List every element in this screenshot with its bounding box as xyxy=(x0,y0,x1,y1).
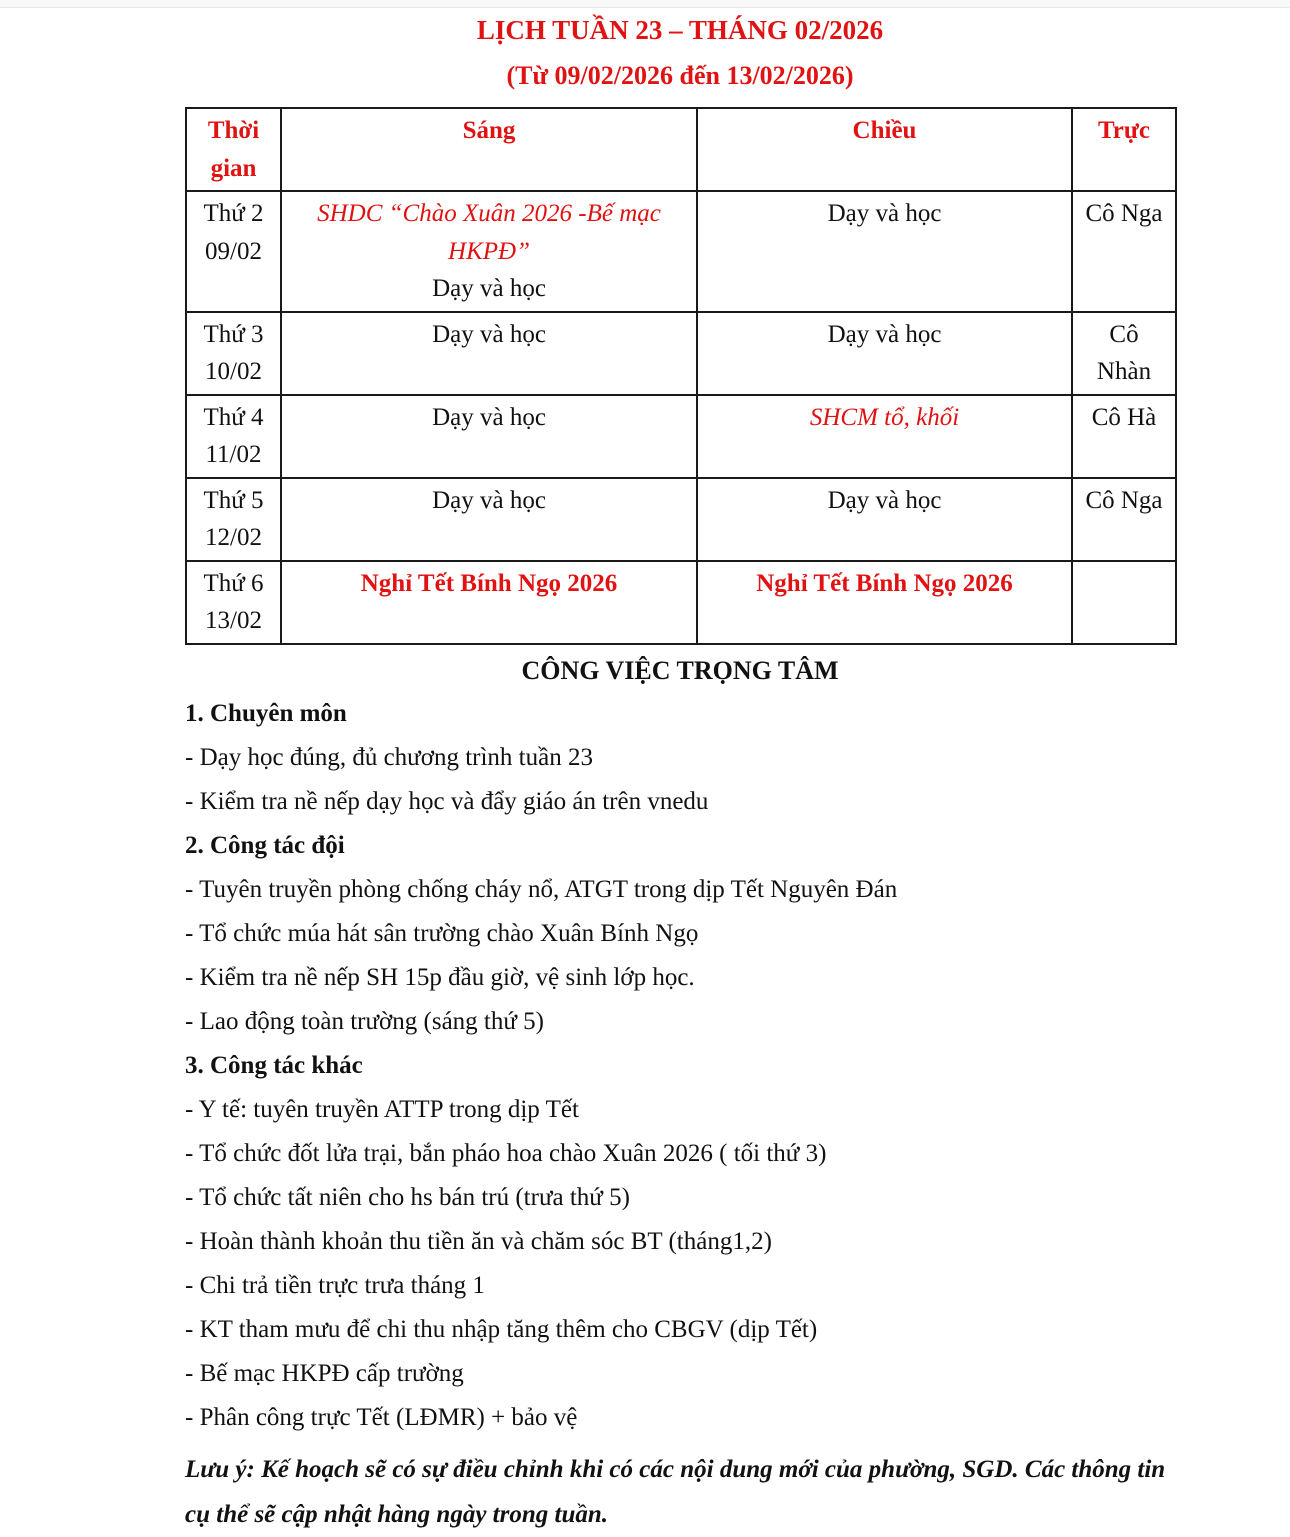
task-item: - Tổ chức tất niên cho hs bán trú (trưa thứ 5) xyxy=(185,1183,630,1211)
task-item: - Kiểm tra nề nếp SH 15p đầu giờ, vệ sinh lớp học. xyxy=(185,963,695,991)
duty-cell: Cô Hà xyxy=(1072,395,1176,478)
column-header-afternoon: Chiều xyxy=(697,108,1072,191)
morning-activity: Dạy và học xyxy=(432,275,546,302)
table-header-row xyxy=(186,108,1176,191)
day-label: Thứ 2 xyxy=(203,200,264,227)
day-label: Thứ 3 xyxy=(203,320,264,348)
morning-event: SHDC “Chào Xuân 2026 -Bế mạc HKPĐ” xyxy=(317,200,661,265)
morning-cell: Dạy và học xyxy=(281,478,697,561)
duty-cell: Cô Nga xyxy=(1072,478,1176,561)
section-title-youth-union: 2. Công tác đội xyxy=(185,831,345,859)
section-title-other: 3. Công tác khác xyxy=(185,1051,363,1079)
page-top-edge xyxy=(0,0,1290,8)
table-row-monday xyxy=(186,191,1176,312)
day-label: Thứ 6 xyxy=(203,569,264,597)
task-item: - Dạy học đúng, đủ chương trình tuần 23 xyxy=(185,743,593,771)
task-item: - KT tham mưu để chi thu nhập tăng thêm cho CBGV (dịp Tết) xyxy=(185,1315,818,1343)
day-cell xyxy=(186,478,281,561)
date-label: 10/02 xyxy=(205,358,262,385)
day-label: Thứ 4 xyxy=(203,403,264,431)
page-title: LỊCH TUẦN 23 – THÁNG 02/2026 xyxy=(476,15,884,45)
table-row-tuesday xyxy=(186,312,1176,395)
column-header-time: Thời gian xyxy=(186,108,281,191)
duty-cell xyxy=(1072,561,1176,644)
task-item: - Hoàn thành khoản thu tiền ăn và chăm sóc BT (tháng1,2) xyxy=(185,1227,772,1255)
afternoon-cell: Dạy và học xyxy=(697,191,1072,312)
day-label: Thứ 5 xyxy=(203,486,264,514)
table-row-wednesday xyxy=(186,395,1176,478)
page-subtitle: (Từ 09/02/2026 đến 13/02/2026) xyxy=(506,61,854,90)
task-item: - Lao động toàn trường (sáng thứ 5) xyxy=(185,1007,544,1035)
day-cell xyxy=(186,561,281,644)
holiday-cell-afternoon: Nghỉ Tết Bính Ngọ 2026 xyxy=(697,561,1072,644)
task-item: - Y tế: tuyên truyền ATTP trong dịp Tết xyxy=(185,1095,579,1123)
task-item: - Kiểm tra nề nếp dạy học và đẩy giáo án trên vnedu xyxy=(185,787,709,815)
date-label: 13/02 xyxy=(205,607,262,634)
day-cell xyxy=(186,312,281,395)
task-item: - Tuyên truyền phòng chống cháy nổ, ATGT trong dịp Tết Nguyên Đán xyxy=(185,875,898,903)
table-row-friday xyxy=(186,561,1176,644)
afternoon-cell: Dạy và học xyxy=(697,312,1072,395)
column-header-duty: Trực xyxy=(1072,108,1176,191)
table-row-thursday xyxy=(186,478,1176,561)
morning-cell xyxy=(281,191,697,312)
document-page xyxy=(185,15,1175,1537)
date-label: 11/02 xyxy=(205,441,262,468)
duty-cell: Cô Nga xyxy=(1072,191,1176,312)
afternoon-cell: Dạy và học xyxy=(697,478,1072,561)
day-cell xyxy=(186,191,281,312)
task-item: - Chi trả tiền trực trưa tháng 1 xyxy=(185,1271,485,1299)
day-cell xyxy=(186,395,281,478)
column-header-morning: Sáng xyxy=(281,108,697,191)
afternoon-event-cell: SHCM tổ, khối xyxy=(697,395,1072,478)
date-label: 12/02 xyxy=(205,524,262,551)
task-item: - Tổ chức đốt lửa trại, bắn pháo hoa chào Xuân 2026 ( tối thứ 3) xyxy=(185,1139,827,1167)
morning-cell: Dạy và học xyxy=(281,312,697,395)
date-label: 09/02 xyxy=(205,237,262,265)
section-title-professional: 1. Chuyên môn xyxy=(185,699,347,727)
holiday-cell-morning: Nghỉ Tết Bính Ngọ 2026 xyxy=(281,561,697,644)
task-item: - Phân công trực Tết (LĐMR) + bảo vệ xyxy=(185,1403,578,1431)
weekly-schedule-table xyxy=(185,107,1177,645)
morning-cell: Dạy và học xyxy=(281,395,697,478)
key-tasks-heading: CÔNG VIỆC TRỌNG TÂM xyxy=(521,655,839,685)
task-item: - Bế mạc HKPĐ cấp trường xyxy=(185,1359,464,1387)
duty-cell: Cô Nhàn xyxy=(1072,312,1176,395)
note-paragraph: Lưu ý: Kế hoạch sẽ có sự điều chỉnh khi có các nội dung mới của phường, SGD. Các thông tin cụ thể sẽ cập nhật hàng ngày trong tuần. xyxy=(185,1455,1166,1528)
task-item: - Tổ chức múa hát sân trường chào Xuân Bính Ngọ xyxy=(185,919,699,947)
